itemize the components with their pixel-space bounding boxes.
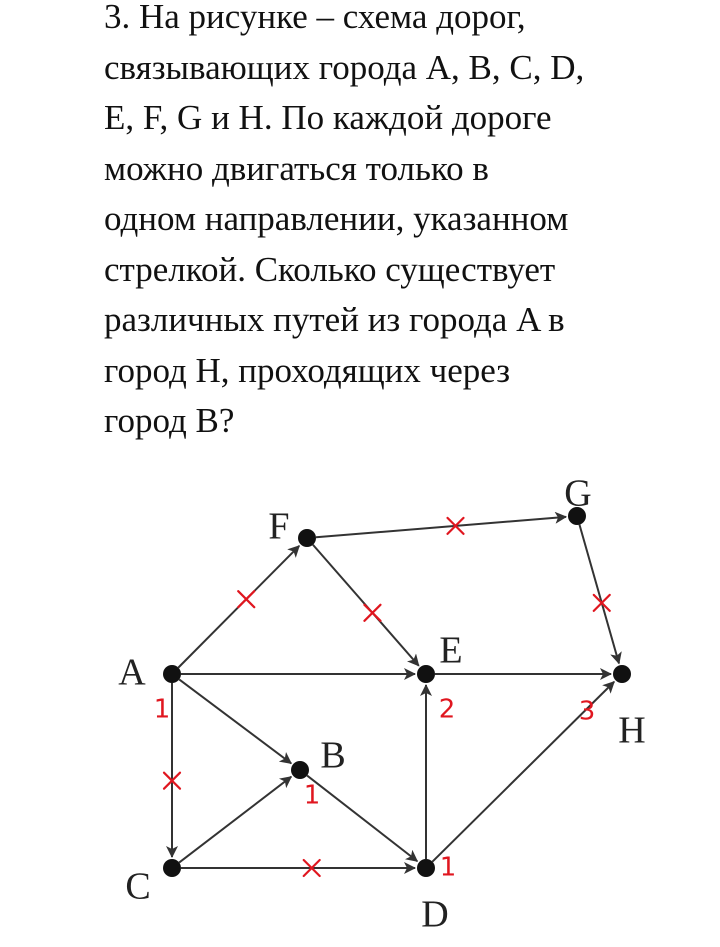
node-a: [163, 665, 181, 683]
node-labels: [118, 473, 645, 936]
edge-f-g: [316, 517, 566, 537]
node-d: [417, 859, 435, 877]
cross-mark-a-f: [238, 591, 254, 607]
problem-line: 3. На рисунке – схема дорог,: [104, 0, 526, 36]
problem-line: можно двигаться только в: [104, 148, 489, 188]
problem-line: город H, проходящих через: [104, 350, 511, 390]
problem-line: город B?: [104, 401, 235, 440]
node-label-h: H: [618, 709, 646, 752]
path-count-b: 1: [303, 780, 321, 811]
problem-line: связывающих города A, B, C, D,: [104, 47, 585, 87]
node-label-b: B: [320, 734, 346, 777]
edge-b-d: [307, 776, 417, 862]
path-count-a: 1: [153, 694, 171, 725]
path-count-d: 1: [439, 852, 457, 883]
cross-mark-f-e: [364, 605, 380, 621]
problem-line: различных путей из города A в: [104, 300, 565, 339]
node-c: [163, 859, 181, 877]
node-label-e: E: [439, 629, 463, 672]
node-label-f: F: [268, 505, 290, 548]
edge-g-h: [579, 525, 619, 664]
edge-a-b: [179, 679, 291, 763]
node-label-a: A: [118, 651, 146, 694]
node-h: [613, 665, 631, 683]
node-f: [298, 529, 316, 547]
edges: [172, 517, 619, 868]
problem-line: E, F, G и H. По каждой дороге: [104, 98, 552, 137]
node-label-g: G: [564, 472, 592, 515]
problem-line: стрелкой. Сколько существует: [104, 249, 556, 289]
node-e: [417, 665, 435, 683]
node-label-c: C: [125, 865, 151, 908]
path-count-e: 2: [438, 694, 456, 725]
path-count-h: 3: [578, 696, 596, 727]
problem-line: одном направлении, указанном: [104, 199, 569, 238]
edge-c-b: [179, 777, 291, 863]
cross-mark-g-h: [594, 595, 610, 611]
node-annotations: [154, 695, 596, 883]
node-label-d: D: [421, 893, 449, 936]
node-b: [291, 761, 309, 779]
